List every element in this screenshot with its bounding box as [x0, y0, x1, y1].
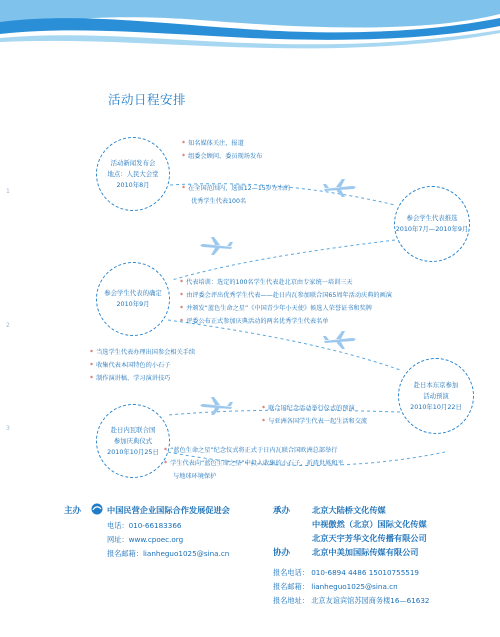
list-item: * 并颁发“蓝色生命之星”《中国青少年小天使》候选人荣誉证书和奖牌 [180, 305, 372, 312]
margin-number: 3 [6, 425, 10, 432]
milestone-text: 2010年8月 [116, 180, 150, 189]
registration-address: 报名地址： 北京友谊宾馆苏园商务楼16—61632 [273, 596, 430, 605]
list-item: * 当选学生代表办理出国参会相关手续 [90, 349, 196, 356]
milestone-circle-tokyo-rehearsal [398, 358, 474, 434]
bullet-list-ceremony [164, 444, 344, 483]
list-item: 与地球环境保护 [173, 473, 217, 480]
airplane-icon [198, 236, 234, 256]
page-title: 活动日程安排 [108, 92, 187, 107]
list-item: * 联合国纪念活动举行仪式的预演 [262, 405, 355, 412]
organization-logo-icon [91, 503, 103, 515]
organizer-label: 承办 [273, 506, 291, 516]
milestone-text: 2010年10月25日 [107, 447, 159, 456]
list-item: * 与亚洲各国学生代表一起生活和交流 [262, 418, 368, 425]
airplane-icon [322, 178, 358, 198]
milestone-text: 赴日内瓦联合国 [110, 425, 156, 434]
bullet-list-selection [182, 182, 290, 208]
host-website: 网址：www.cpoec.org [107, 535, 184, 544]
milestone-text: 赴日本东京参加 [413, 380, 459, 389]
registration-email: 报名邮箱： lianheguo1025@sina.cn [273, 582, 398, 591]
registration-phone: 报名电话： 010-6894 4486 15010755519 [273, 568, 419, 577]
host-organization: 中国民营企业国际合作发展促进会 [107, 505, 230, 515]
milestone-text: 2010年9月 [116, 300, 150, 308]
milestone-text: 参会学生代表的确定 [104, 289, 162, 297]
list-item: * 收集代表本国特色的小石子 [90, 362, 171, 369]
margin-number: 2 [6, 322, 10, 329]
milestone-text: 2010年10月22日 [410, 402, 462, 411]
bullet-list-press [182, 137, 262, 163]
airplane-icon [322, 330, 358, 350]
margin-number: 1 [6, 188, 10, 195]
milestone-circle-student-confirmation [96, 262, 170, 336]
list-item: 优秀学生代表100名 [191, 198, 247, 205]
list-item: * 组委会顾问、委员现场发布 [182, 153, 263, 160]
co-organizer-label: 协办 [273, 548, 291, 558]
milestone-text: 参会学生代表推选 [406, 214, 458, 222]
list-item: * 评委公布正式参加庆典活动的两名优秀学生代表名单 [180, 318, 329, 325]
host-email: 报名邮箱：lianheguo1025@sina.cn [107, 549, 230, 558]
milestone-text: 活动新闻发布会 [110, 158, 156, 167]
list-item: * 由评委会评出优秀学生代表——赴日内瓦参加联合国65周年活动庆典的画演 [180, 292, 392, 299]
milestone-text: 2010年7月—2010年9月 [395, 225, 469, 233]
list-item: * 在全国范围内，选拔12—15岁左右的 [182, 185, 291, 192]
organizer-name: 北京天宇芳华文化传播有限公司 [312, 533, 427, 543]
milestone-text: 参加庆典仪式 [113, 436, 153, 445]
milestone-text: 活动预演 [423, 391, 449, 400]
organizer-name: 中视傲然（北京）国际文化传媒 [312, 519, 427, 529]
organizer-name: 北京大陆桥文化传媒 [312, 505, 386, 515]
milestone-circle-student-selection [394, 186, 470, 262]
bullet-list-training [180, 276, 392, 328]
milestone-text: 地点：人民大会堂 [107, 169, 159, 178]
milestone-circle-geneva-ceremony [96, 404, 170, 478]
list-item: * 学生代表向“蓝色生命之星”中投入收集的小石子，祈祷世界和平 [164, 460, 344, 467]
list-item: * 知名媒体关注，报道 [182, 140, 244, 147]
bullet-list-rehearsal [262, 402, 367, 428]
list-item: * 代表培训：选定的100名学生代表赴北京由专家统一培训三天 [180, 279, 353, 286]
bullet-list-preparation [90, 346, 195, 385]
host-phone: 电话：010-66183366 [107, 521, 182, 530]
list-item: * 制作演讲稿、学习演讲技巧 [90, 375, 171, 382]
airplane-icon [198, 396, 234, 416]
list-item: * “蓝色生命之星”纪念仪式将正式于日内瓦联合国欧洲总部举行 [164, 447, 338, 454]
milestone-circle-press-conference [96, 137, 170, 211]
co-organizer-name: 北京中美加国际传媒有限公司 [312, 547, 419, 557]
host-label: 主办 [64, 506, 82, 516]
